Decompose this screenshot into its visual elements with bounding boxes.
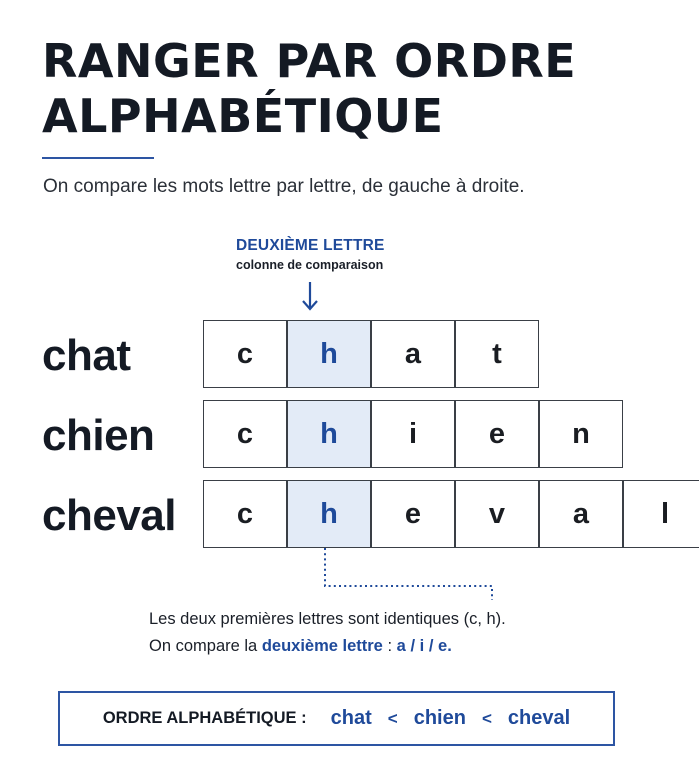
compared-letter: i (419, 637, 425, 655)
word-chat: chat (42, 331, 131, 380)
title-line-2: ALPHABÉTIQUE (42, 89, 444, 143)
compared-letters (397, 637, 448, 655)
letter-separator: / (410, 637, 416, 655)
letter-cell: n (539, 400, 623, 468)
word-chien: chien (42, 411, 155, 460)
word-cheval: cheval (42, 491, 176, 540)
title-underline (42, 157, 154, 159)
letter-cell: l (623, 480, 699, 548)
explanation-line-2 (149, 633, 506, 660)
title-line-1: RANGER PAR ORDRE (42, 34, 577, 88)
explanation-line-1: Les deux premières lettres sont identiques (c, h). (149, 610, 506, 628)
letter-cell: v (455, 480, 539, 548)
letter-cell: a (371, 320, 455, 388)
compared-letter: e (438, 637, 448, 655)
subtitle: On compare les mots lettre par lettre, de gauche à droite. (43, 176, 525, 197)
column-marker (236, 237, 385, 272)
explanation-prefix: On compare la (149, 637, 258, 655)
order-word: cheval (507, 707, 571, 729)
letter-cell-highlighted: h (287, 400, 371, 468)
letter-cell: i (371, 400, 455, 468)
order-separator: < (387, 708, 398, 728)
letter-cell: c (203, 480, 287, 548)
order-summary-box (58, 691, 615, 746)
letter-separator: / (428, 637, 434, 655)
letter-cell: e (455, 400, 539, 468)
letter-cell: e (371, 480, 455, 548)
dotted-connector (320, 548, 500, 600)
column-marker-label: DEUXIÈME LETTRE (236, 237, 385, 254)
order-word: chien (413, 707, 466, 729)
letter-cell-highlighted: h (287, 320, 371, 388)
column-marker-sublabel: colonne de comparaison (236, 258, 384, 272)
order-word: chat (330, 707, 372, 729)
letter-cell: c (203, 400, 287, 468)
down-arrow-icon (300, 280, 320, 312)
explanation-end: . (447, 637, 452, 655)
compared-letter: a (396, 637, 406, 655)
letter-cell: c (203, 320, 287, 388)
explanation-highlight: deuxième lettre (261, 637, 383, 655)
order-label: ORDRE ALPHABÉTIQUE : (102, 709, 307, 727)
explanation-colon: : (387, 637, 393, 655)
explanation (149, 606, 506, 660)
order-separator: < (481, 708, 492, 728)
letter-cell: t (455, 320, 539, 388)
letter-cell-highlighted: h (287, 480, 371, 548)
letter-cell: a (539, 480, 623, 548)
page-title (42, 34, 576, 144)
